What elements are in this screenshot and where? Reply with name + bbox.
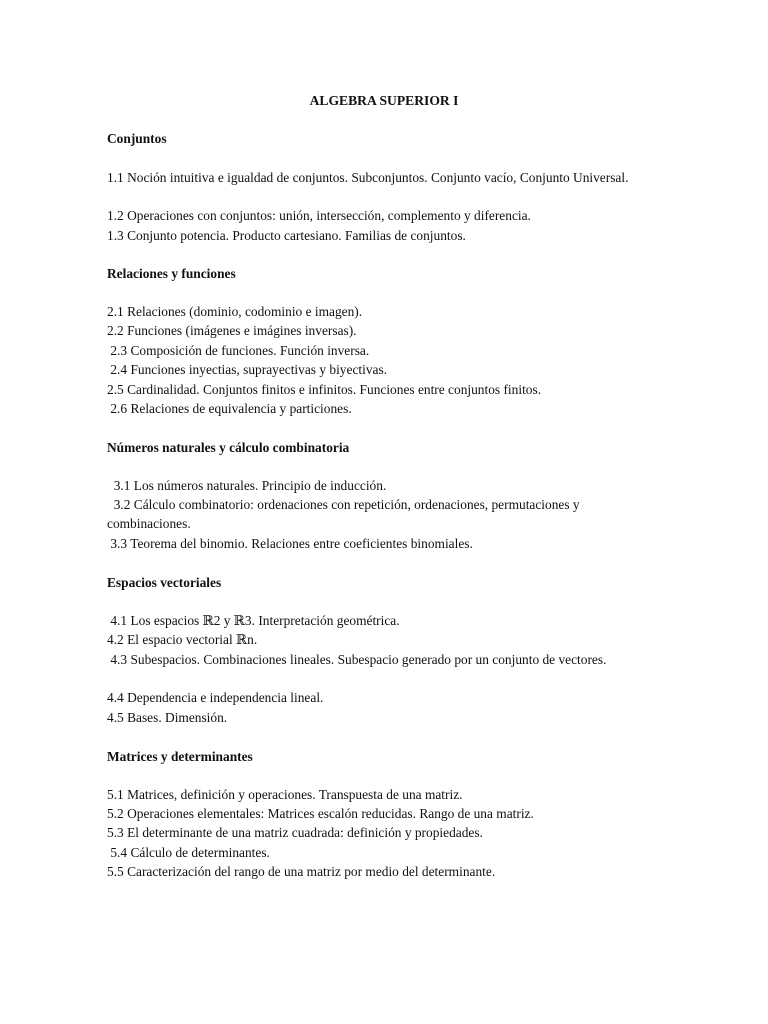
list-item: 2.2 Funciones (imágenes e imágines inversas). [107,323,357,338]
section-heading-numeros-naturales: Números naturales y cálculo combinatoria [107,440,350,455]
section-heading-relaciones-funciones: Relaciones y funciones [107,266,236,281]
list-item: 3.3 Teorema del binomio. Relaciones entre coeficientes binomiales. [107,536,473,551]
section-heading-conjuntos: Conjuntos [107,131,167,146]
section-heading-matrices-determinantes: Matrices y determinantes [107,749,253,764]
list-item: 5.1 Matrices, definición y operaciones. Transpuesta de una matriz. [107,787,463,802]
list-item: 2.3 Composición de funciones. Función inversa. [107,343,370,358]
list-item: 3.2 Cálculo combinatorio: ordenaciones con repetición, ordenaciones, permutaciones y combinaciones. [107,497,583,531]
list-item: 4.2 El espacio vectorial ℝn. [107,632,258,647]
list-item: 2.5 Cardinalidad. Conjuntos finitos e infinitos. Funciones entre conjuntos finitos. [107,382,542,397]
list-item: 2.1 Relaciones (dominio, codominio e imagen). [107,304,363,319]
list-item: 5.3 El determinante de una matriz cuadrada: definición y propiedades. [107,825,483,840]
list-item: 5.4 Cálculo de determinantes. [107,845,270,860]
list-item: 5.5 Caracterización del rango de una matriz por medio del determinante. [107,864,496,879]
list-item: 2.4 Funciones inyectias, suprayectivas y biyectivas. [107,362,388,377]
list-item: 1.3 Conjunto potencia. Producto cartesiano. Familias de conjuntos. [107,228,466,243]
list-item: 1.1 Noción intuitiva e igualdad de conjuntos. Subconjuntos. Conjunto vacío, Conjunto Universal. [107,170,629,185]
document-title: ALGEBRA SUPERIOR I [309,93,459,108]
section-heading-espacios-vectoriales: Espacios vectoriales [107,575,222,590]
list-item: 4.5 Bases. Dimensión. [107,710,228,725]
list-item: 4.3 Subespacios. Combinaciones lineales. Subespacio generado por un conjunto de vectores. [107,652,607,667]
list-item: 2.6 Relaciones de equivalencia y particiones. [107,401,352,416]
list-item: 4.1 Los espacios ℝ2 y ℝ3. Interpretación geométrica. [107,613,400,628]
list-item: 3.1 Los números naturales. Principio de inducción. [107,478,387,493]
list-item: 5.2 Operaciones elementales: Matrices escalón reducidas. Rango de una matriz. [107,806,534,821]
list-item: 1.2 Operaciones con conjuntos: unión, intersección, complemento y diferencia. [107,208,531,223]
list-item: 4.4 Dependencia e independencia lineal. [107,690,324,705]
